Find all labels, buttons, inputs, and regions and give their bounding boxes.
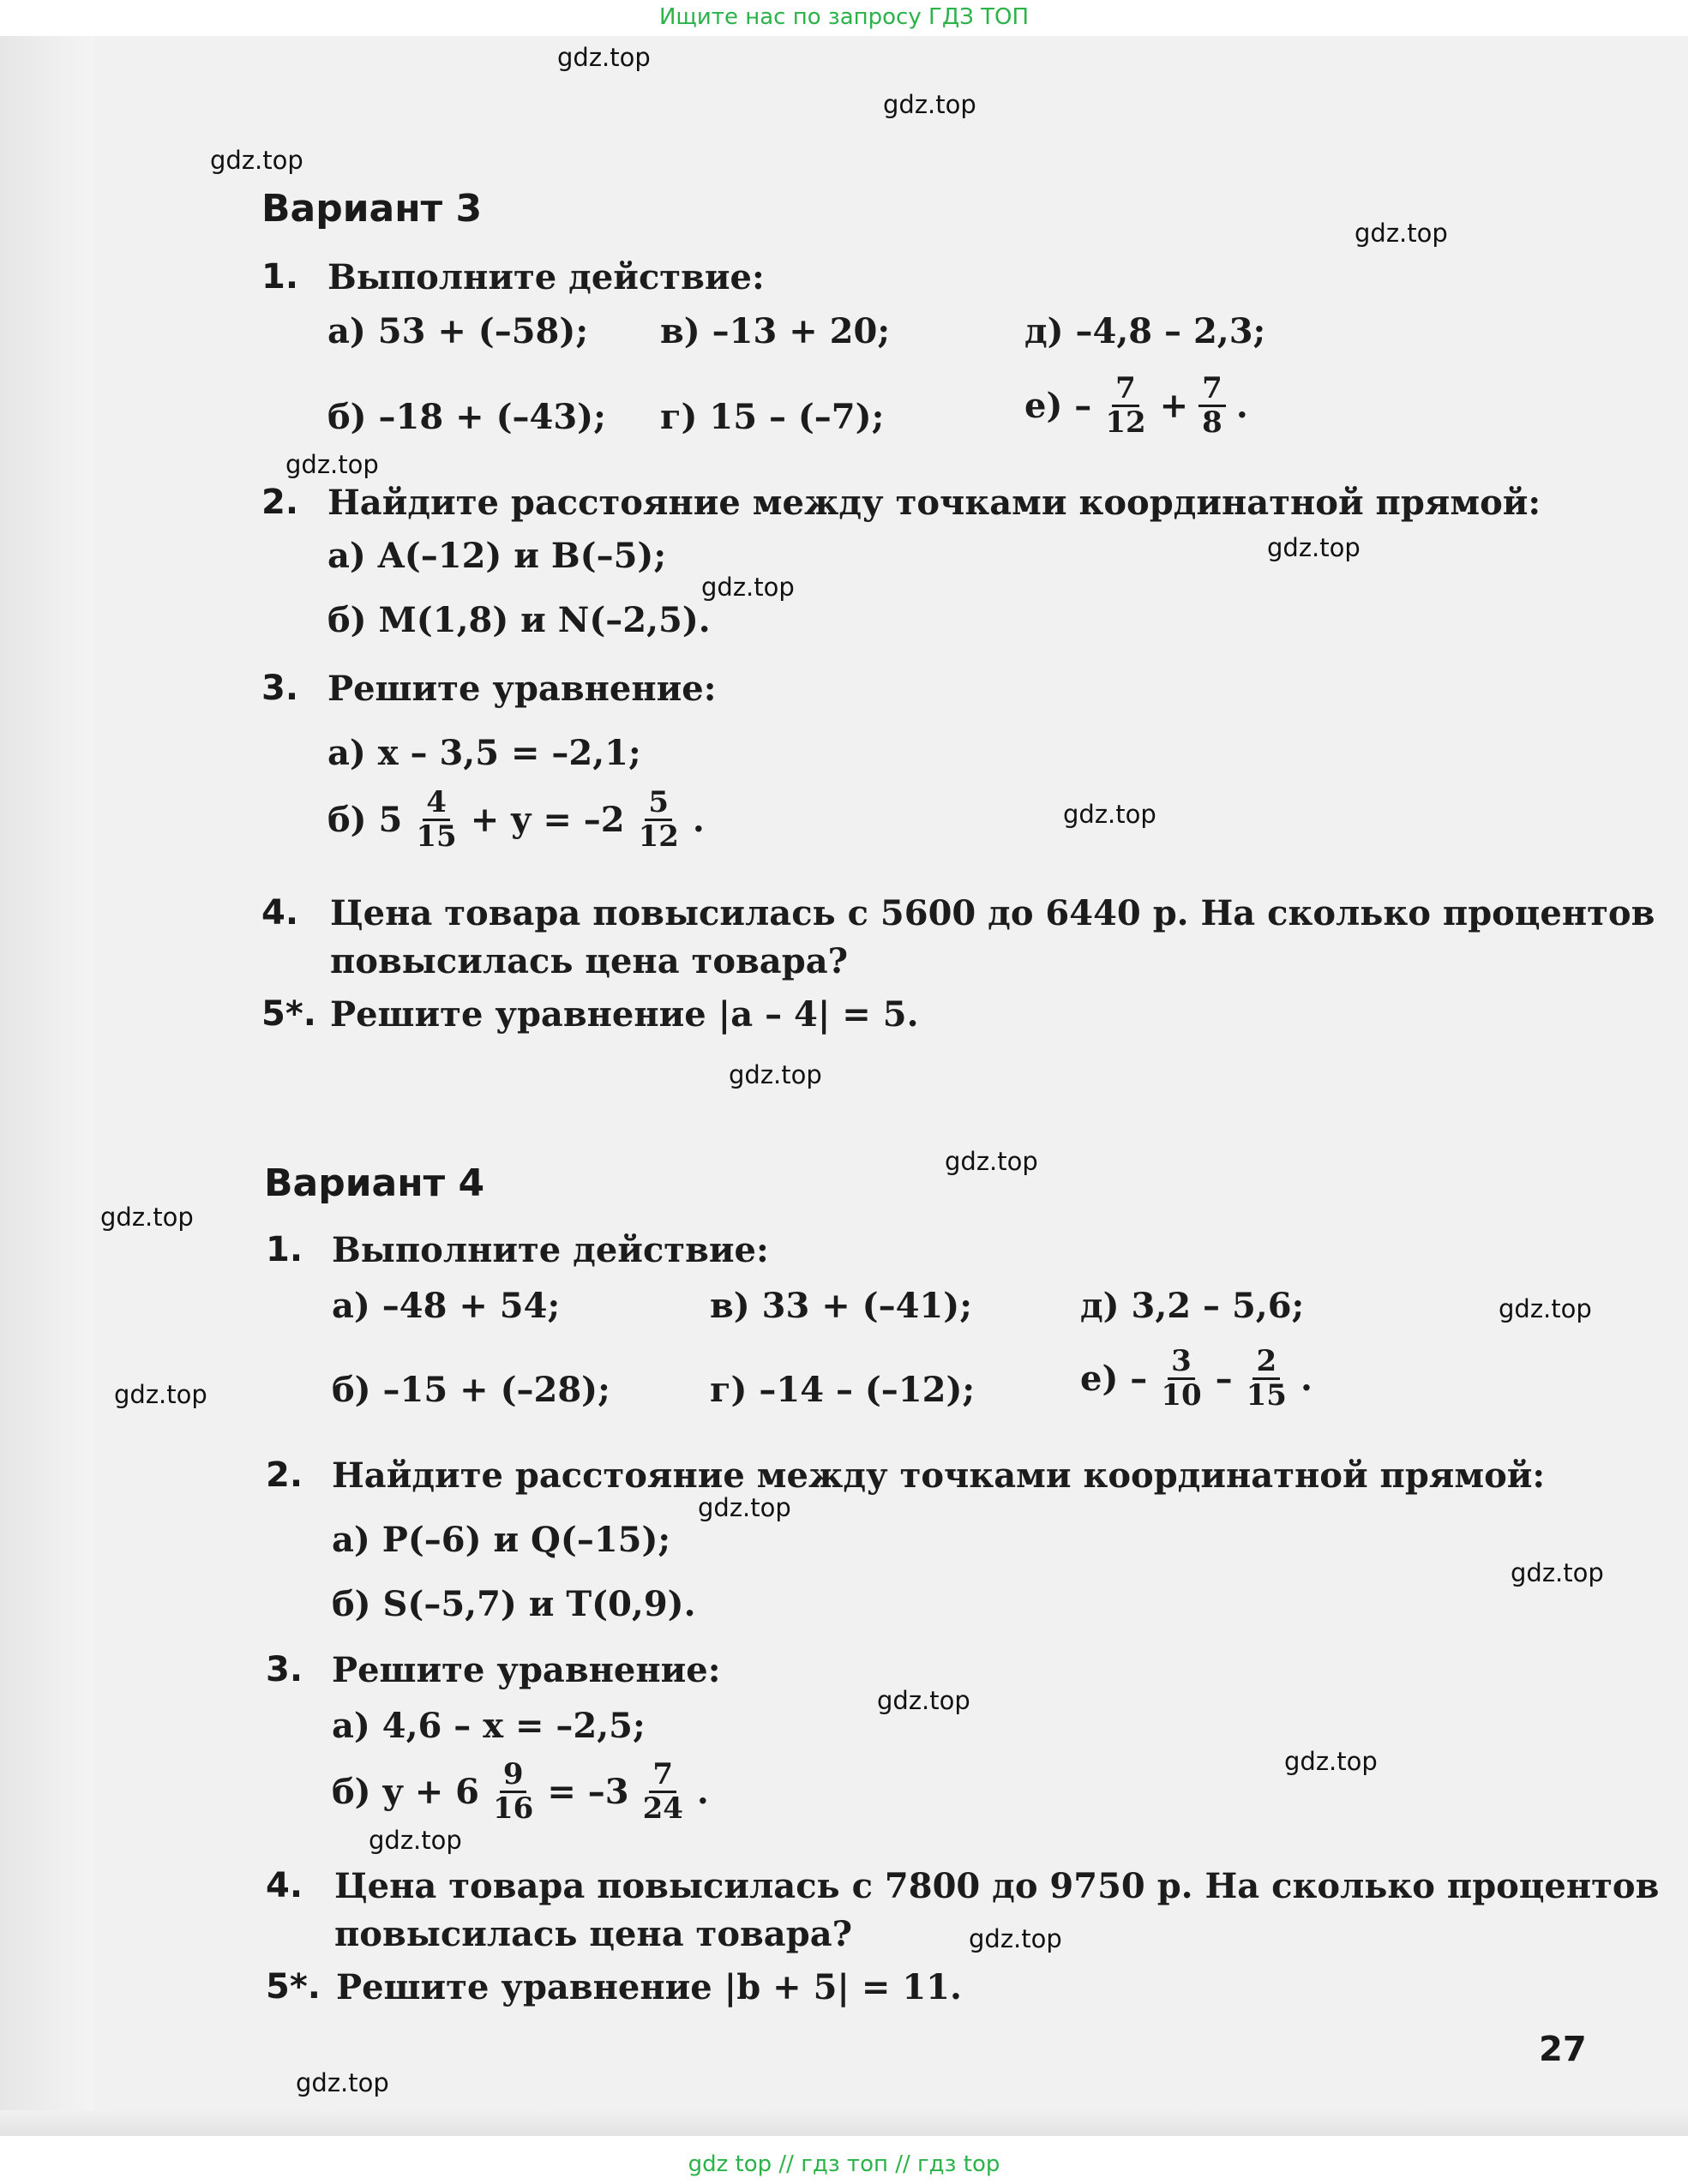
variant3-title: Вариант 3 [261,187,483,231]
v3-task1-v: в) –13 + 20; [660,311,891,351]
v4-task3-text: Решите уравнение: [332,1650,721,1690]
watermark: gdz.top [557,43,651,72]
page-bottom-shadow [0,2110,1688,2136]
v4-task1-text: Выполните действие: [332,1230,769,1270]
fraction-numerator: 7 [649,1759,676,1793]
v4-task1-e [1080,1346,1313,1411]
v3-task1-e [1024,373,1248,438]
v4-task1-e-end: . [1300,1358,1313,1399]
v3-task4-line2: повысилась цена товара? [330,941,849,981]
v4-task2-b: б) S(–5,7) и T(0,9). [332,1584,696,1624]
footer-links[interactable]: gdz top // гдз топ // гдз top [688,2151,1000,2177]
watermark: gdz.top [729,1060,822,1089]
watermark: gdz.top [945,1147,1038,1176]
v4-task1-a: а) –48 + 54; [332,1286,561,1326]
fraction-denominator: 12 [638,819,679,854]
watermark: gdz.top [1267,533,1361,562]
watermark: gdz.top [877,1686,970,1715]
v4-task1-b: б) –15 + (–28); [332,1370,610,1410]
fraction-numerator: 5 [645,787,672,821]
v3-task3-b-fraction1 [412,787,460,852]
v4-task4-number: 4. [266,1866,303,1905]
top-banner[interactable]: Ищите нас по запросу ГДЗ ТОП [0,0,1688,34]
v3-task3-b-prefix: б) 5 [327,799,403,840]
watermark: gdz.top [1063,800,1156,829]
v4-task1-e-operator: – [1215,1358,1233,1399]
watermark: gdz.top [210,146,303,175]
v4-task1-number: 1. [266,1230,303,1269]
v4-task1-e-fraction1 [1157,1346,1204,1411]
variant4-title: Вариант 4 [264,1161,485,1205]
v4-task3-number: 3. [266,1650,303,1689]
v3-task4-number: 4. [261,893,299,933]
v4-task3-a: а) 4,6 – x = –2,5; [332,1706,646,1746]
fraction-denominator: 16 [492,1791,534,1826]
watermark: gdz.top [296,2068,389,2097]
fraction-denominator: 10 [1161,1377,1202,1413]
v3-task1-e-operator: + [1159,385,1189,426]
v4-task3-b-fraction2 [640,1759,687,1824]
v3-task1-a: а) 53 + (–58); [327,311,589,351]
v3-task1-e-prefix: е) – [1024,385,1092,426]
fraction-numerator: 2 [1252,1346,1280,1380]
v4-task2-a: а) P(–6) и Q(–15); [332,1520,671,1560]
v4-task2-number: 2. [266,1455,303,1495]
v4-task5-number: 5*. [266,1967,321,2007]
v4-task3-b-middle: = –3 [547,1771,629,1812]
v3-task3-b-middle: + y = –2 [470,799,625,840]
fraction-numerator: 7 [1198,373,1226,407]
watermark: gdz.top [1499,1294,1592,1323]
v3-task1-number: 1. [261,257,299,297]
watermark: gdz.top [1355,219,1448,248]
fraction-denominator: 24 [642,1791,683,1826]
v3-task3-a: а) x – 3,5 = –2,1; [327,733,641,773]
v4-task1-e-fraction2 [1243,1346,1290,1411]
fraction-denominator: 15 [1246,1377,1287,1413]
watermark: gdz.top [883,90,976,119]
v3-task3-b-fraction2 [635,787,682,852]
v4-task4-line2: повысилась цена товара? [334,1914,853,1954]
v3-task1-e-end: . [1235,385,1248,426]
watermark: gdz.top [285,450,379,479]
v3-task2-b: б) M(1,8) и N(–2,5). [327,600,711,640]
v4-task3-b-prefix: б) y + 6 [332,1771,479,1812]
v3-task3-number: 3. [261,669,299,708]
v4-task1-v: в) 33 + (–41); [710,1286,972,1326]
v4-task3-b-fraction1 [490,1759,537,1824]
watermark: gdz.top [1284,1747,1378,1776]
v3-task1-b: б) –18 + (–43); [327,397,606,437]
watermark: gdz.top [701,573,795,602]
fraction-denominator: 12 [1105,405,1146,440]
v3-task4-line1: Цена товара повысилась с 5600 до 6440 р. На сколько процентов [330,893,1655,933]
watermark: gdz.top [698,1493,791,1522]
v3-task1-e-fraction2 [1198,373,1226,438]
watermark: gdz.top [1511,1558,1604,1587]
v3-task3-b [327,787,705,852]
fraction-denominator: 15 [416,819,457,854]
v3-task2-number: 2. [261,483,299,522]
v3-task2-text: Найдите расстояние между точками координатной прямой: [327,483,1541,523]
page-number: 27 [1539,2030,1587,2069]
v4-task1-d: д) 3,2 – 5,6; [1080,1286,1305,1326]
v3-task2-a: а) A(–12) и B(–5); [327,536,667,576]
page-fold-shadow [0,36,94,2136]
v4-task5-text: Решите уравнение |b + 5| = 11. [336,1967,962,2007]
v4-task2-text: Найдите расстояние между точками координатной прямой: [332,1455,1546,1496]
fraction-numerator: 4 [423,787,450,821]
v4-task3-b [332,1759,709,1824]
v3-task5-text: Решите уравнение |a – 4| = 5. [330,994,919,1035]
fraction-numerator: 3 [1168,1346,1195,1380]
v4-task4-line1: Цена товара повысилась с 7800 до 9750 р. На сколько процентов [334,1866,1660,1906]
watermark: gdz.top [369,1826,462,1855]
v3-task1-g: г) 15 – (–7); [660,397,885,437]
v3-task5-number: 5*. [261,994,316,1034]
watermark: gdz.top [100,1203,194,1232]
v3-task3-b-end: . [692,799,705,840]
watermark: gdz.top [114,1380,207,1409]
watermark: gdz.top [969,1924,1062,1953]
v3-task1-d: д) –4,8 – 2,3; [1024,311,1266,351]
v3-task1-text: Выполните действие: [327,257,765,297]
v4-task1-e-prefix: е) – [1080,1358,1148,1399]
v4-task3-b-end: . [696,1771,709,1812]
fraction-numerator: 7 [1112,373,1139,407]
v4-task1-g: г) –14 – (–12); [710,1370,976,1410]
v3-task3-text: Решите уравнение: [327,669,717,709]
fraction-denominator: 8 [1202,405,1222,440]
fraction-numerator: 9 [500,1759,527,1793]
v3-task1-e-fraction1 [1102,373,1149,438]
